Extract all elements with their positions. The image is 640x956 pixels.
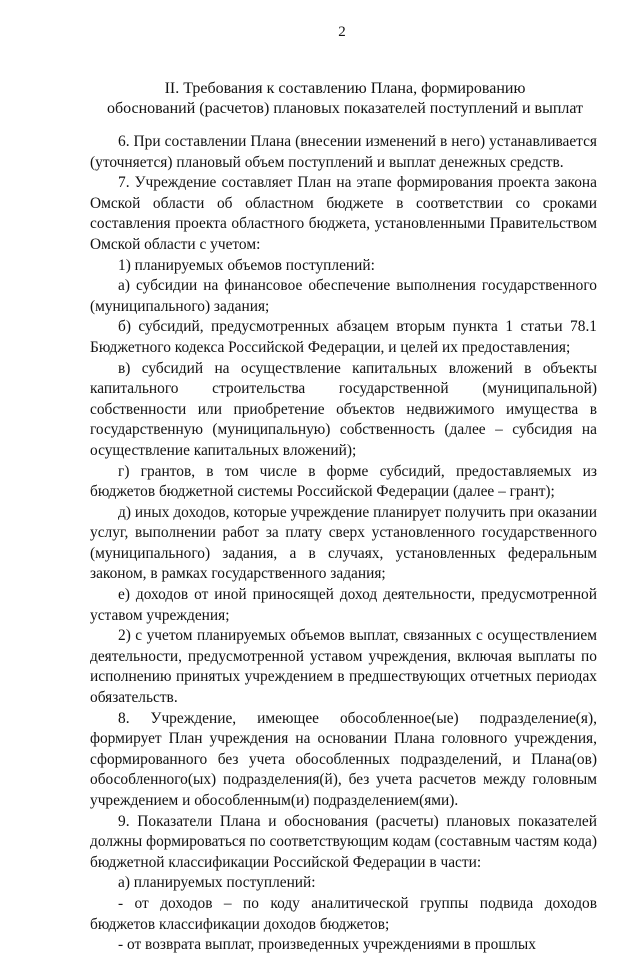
page-number: 2 [338,24,346,40]
section-heading-line-2: обоснований (расчетов) плановых показателей поступлений и выплат [106,100,584,117]
section-heading [90,79,600,119]
paragraph-6: 6. При составлении Плана (внесении изменений в него) устанавливается (уточняется) плановый объем поступлений и выплат денежных средств. [90,133,597,171]
paragraph-9: 9. Показатели Плана и обоснования (расчеты) плановых показателей должны формироваться по соответствующим кодам (составным частям кода) бюджетной классификации Российской Федерации в части: [90,812,597,871]
list-item-1b: б) субсидий, предусмотренных абзацем вторым пункта 1 статьи 78.1 Бюджетного кодекса Российской Федерации, и целей их предоставления; [90,318,597,356]
list-item-1e: д) иных доходов, которые учреждение планирует получить при оказании услуг, выполнении работ за плату сверх установленного государственного (муниципального) задания, а в случаях, установленных федеральным законом, в рамках государственного задания; [90,503,597,583]
list-item-9a: а) планируемых поступлений: [118,874,316,892]
document-body [90,132,597,956]
section-heading-line-1: II. Требования к составлению Плана, формированию [164,80,526,97]
list-item-1: 1) планируемых объемов поступлений: [118,256,375,274]
list-item-1a: а) субсидии на финансовое обеспечение выполнения государственного (муниципального) задания; [90,277,597,315]
list-item-1c: в) субсидий на осуществление капитальных вложений в объекты капитального строительства государственной (муниципальной) собственности или приобретение объектов недвижимого имущества в государственную (муниципальную) собственность (далее – субсидия на осуществление капитальных вложений); [90,359,597,459]
list-item-2: 2) с учетом планируемых объемов выплат, связанных с осуществлением деятельности, предусмотренной уставом учреждения, включая выплаты по исполнению принятых учреждением в предшествующих отчетных периодах обязательств. [90,627,597,707]
paragraph-7: 7. Учреждение составляет План на этапе формирования проекта закона Омской области об областном бюджете в соответствии со сроками составления проекта областного бюджета, установленными Правительством Омской области с учетом: [90,174,597,253]
list-item-1f: е) доходов от иной приносящей доход деятельности, предусмотренной уставом учреждения; [90,586,597,624]
list-item-9a-dash-1: - от доходов – по коду аналитической группы подвида доходов бюджетов классификации доходов бюджетов; [90,894,597,933]
paragraph-8: 8. Учреждение, имеющее обособленное(ые) подразделение(я), формирует План учреждения на основании Плана головного учреждения, сформированного без учета обособленных подразделений, и Плана(ов) обособленного(ых) подразделения(й), без учета расчетов между головным учреждением и обособленным(и) подразделением(ями). [90,709,597,809]
list-item-9a-dash-2: - от возврата выплат, произведенных учреждениями в прошлых [118,936,536,954]
emblem-fragment [296,0,322,6]
list-item-1d: г) грантов, в том числе в форме субсидий, предоставляемых из бюджетов бюджетной системы Российской Федерации (далее – грант); [90,462,597,501]
